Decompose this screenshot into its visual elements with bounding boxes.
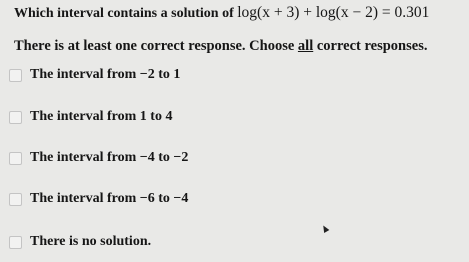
mouse-cursor-icon — [321, 224, 330, 233]
equation: log(x + 3) + log(x − 2) = 0.301 — [237, 4, 430, 21]
option-no-solution[interactable] — [9, 232, 151, 252]
option-interval-neg4-to-neg2[interactable] — [9, 148, 188, 168]
option-label: The interval from −4 to −2 — [30, 150, 189, 165]
option-interval-neg2-to-1[interactable] — [9, 65, 180, 85]
option-label: There is no solution. — [30, 234, 152, 249]
option-interval-1-to-4[interactable] — [9, 107, 172, 127]
question-prefix: Which interval contains a solution of — [14, 6, 238, 21]
checkbox[interactable] — [9, 193, 22, 206]
option-label: The interval from −2 to 1 — [30, 67, 181, 82]
option-label: The interval from −6 to −4 — [30, 191, 189, 206]
checkbox[interactable] — [9, 236, 22, 249]
option-interval-neg6-to-neg4[interactable] — [9, 189, 188, 209]
question-text — [14, 4, 429, 22]
instruction-text — [14, 38, 427, 55]
option-label: The interval from 1 to 4 — [30, 109, 173, 124]
instruction-after: correct responses. — [313, 38, 428, 54]
instruction-before: There is at least one correct response. Choose — [14, 38, 298, 54]
checkbox[interactable] — [9, 111, 22, 124]
checkbox[interactable] — [9, 152, 22, 165]
checkbox[interactable] — [9, 69, 22, 82]
instruction-emphasis: all — [297, 38, 314, 54]
